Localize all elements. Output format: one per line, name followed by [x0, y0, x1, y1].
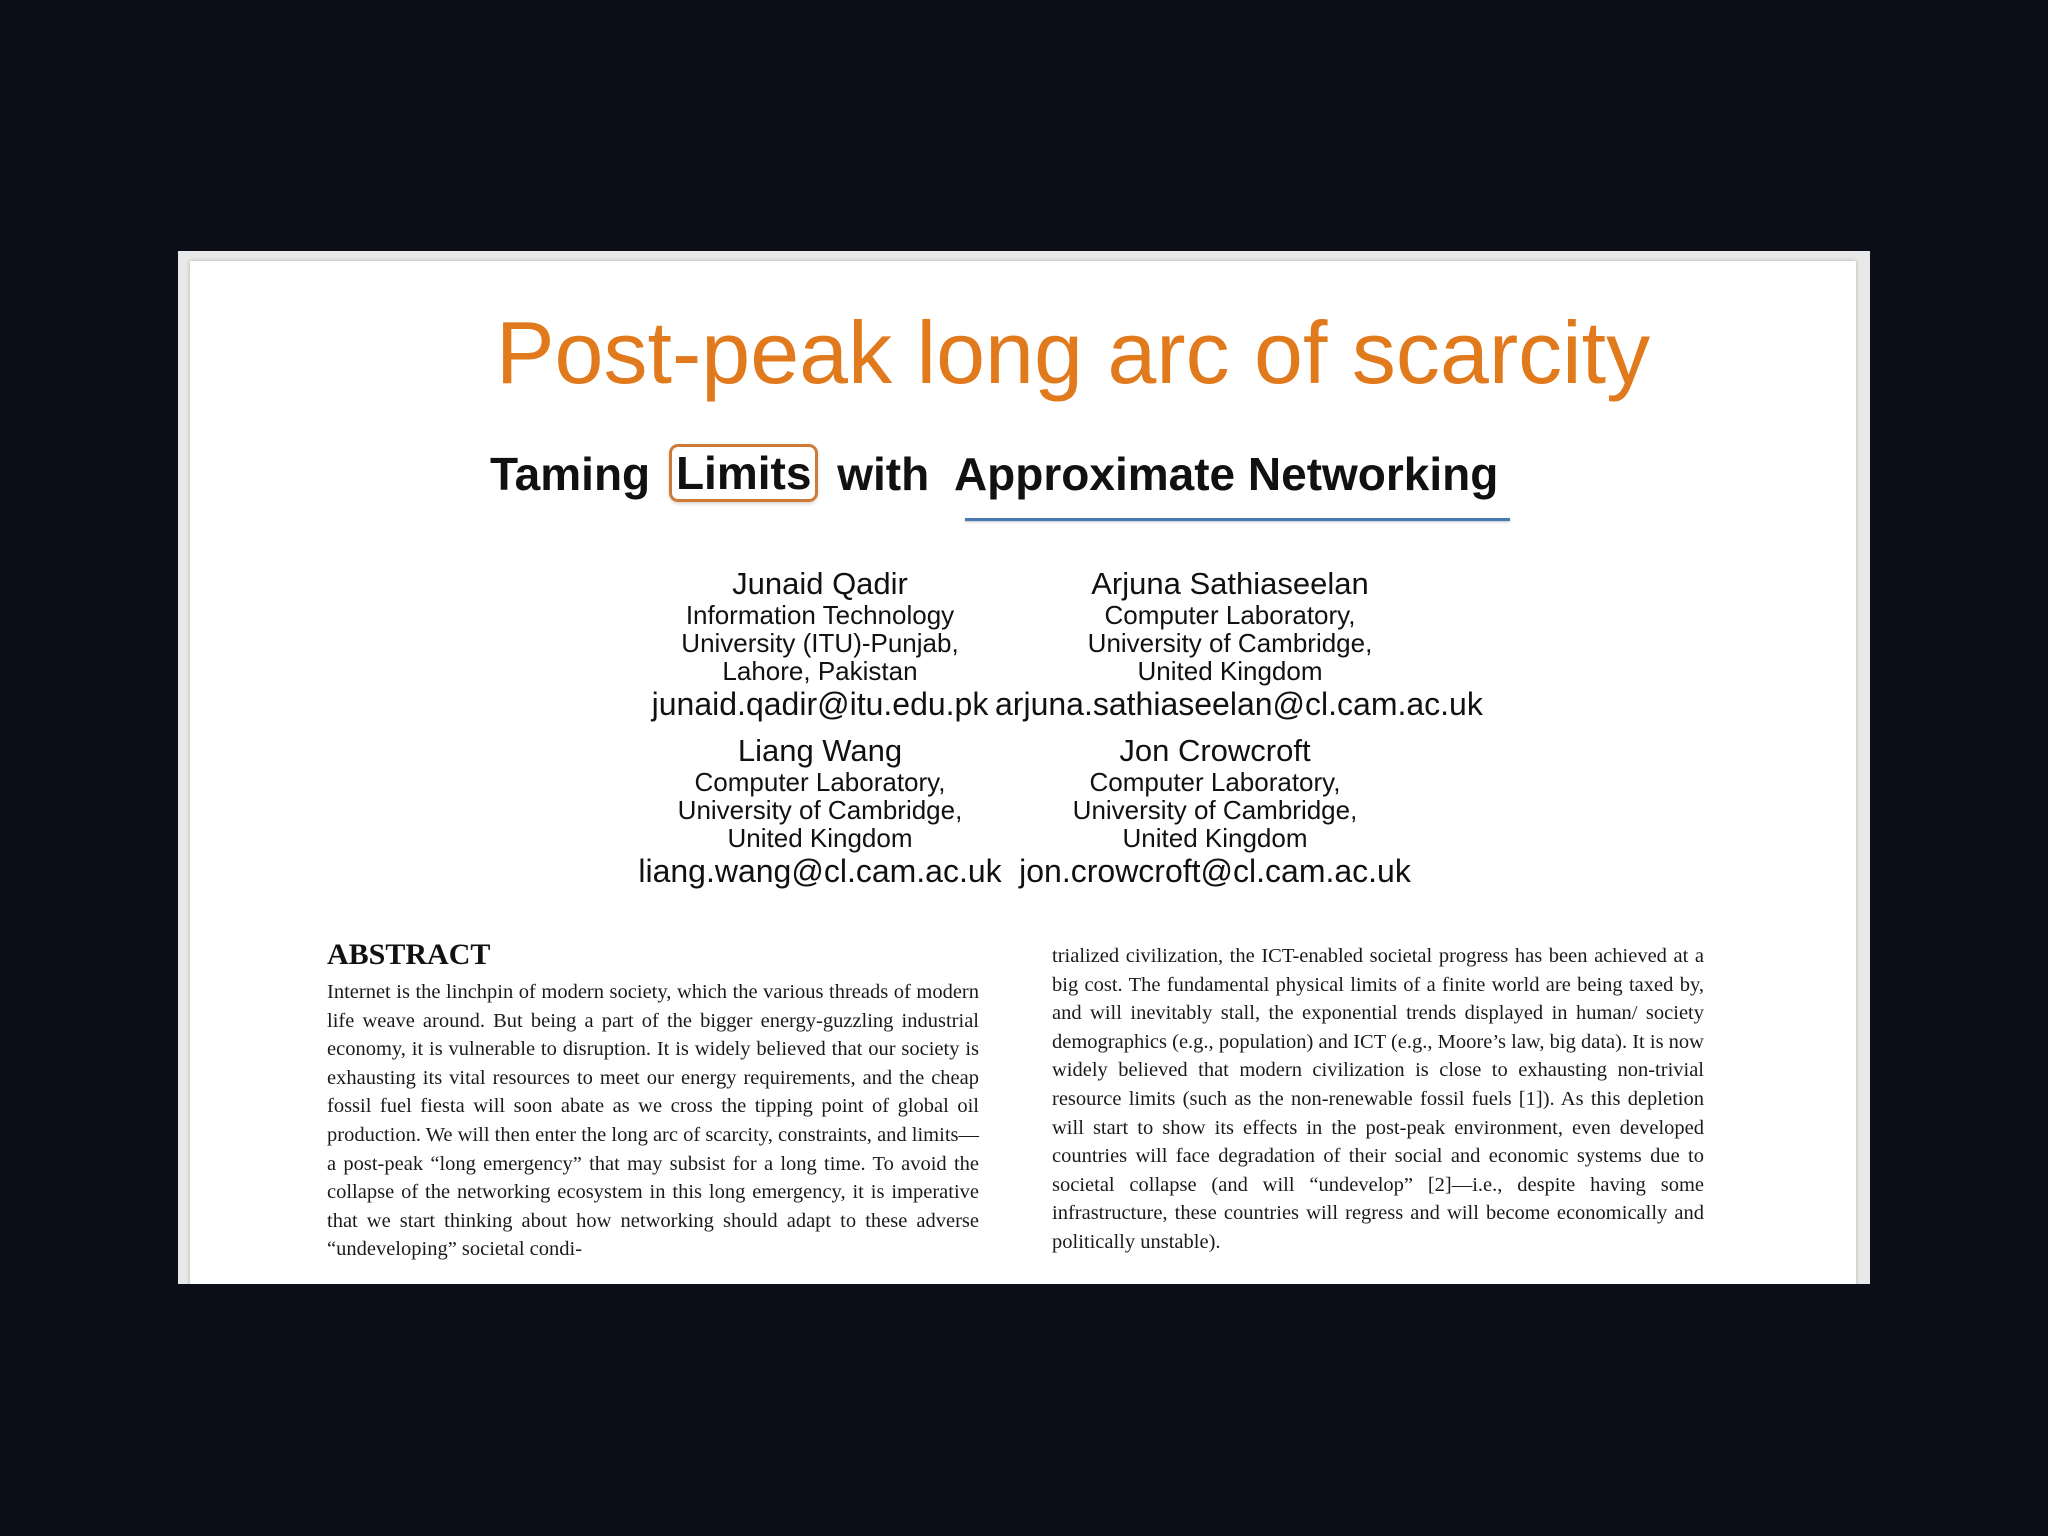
author-block — [600, 734, 1040, 890]
author-affiliation: University (ITU)-Punjab, — [681, 628, 959, 658]
author-affiliation: University of Cambridge, — [1087, 628, 1373, 658]
author-block — [995, 566, 1483, 723]
paper-title-highlight-box: Limits — [669, 444, 818, 502]
author-block — [995, 734, 1435, 890]
paper-title — [490, 444, 1498, 504]
author-affiliation: United Kingdom — [1122, 823, 1308, 853]
author-affiliation: United Kingdom — [1137, 656, 1323, 686]
author-affiliation: Computer Laboratory, — [1089, 767, 1341, 797]
author-email: liang.wang@cl.cam.ac.uk — [638, 853, 1002, 889]
author-affiliation: University of Cambridge, — [1072, 795, 1358, 825]
author-email: arjuna.sathiaseelan@cl.cam.ac.uk — [995, 686, 1483, 722]
author-name: Junaid Qadir — [732, 566, 908, 601]
paper-title-underlined-phrase: Approximate Networking — [953, 448, 1499, 500]
author-affiliation: Information Technology — [685, 600, 955, 630]
paper-page — [190, 261, 1856, 1284]
paper-title-word: Taming — [490, 448, 651, 500]
author-affiliation: United Kingdom — [727, 823, 913, 853]
slide-title: Post-peak long arc of scarcity — [495, 303, 1651, 402]
abstract-heading: ABSTRACT — [327, 938, 491, 971]
author-email: jon.crowcroft@cl.cam.ac.uk — [1019, 853, 1411, 889]
author-affiliation: Computer Laboratory, — [694, 767, 946, 797]
author-affiliation: Lahore, Pakistan — [722, 656, 918, 686]
paper-title-word: with — [837, 448, 930, 500]
author-email: junaid.qadir@itu.edu.pk — [651, 686, 989, 722]
author-affiliation: Computer Laboratory, — [1104, 600, 1356, 630]
slide — [178, 251, 1870, 1284]
abstract-right-column: trialized civilization, the ICT-enabled societal progress has been achieved at a big cost. The fundamental physical limits of a finite world are being taxed by, and will inevitably stall, the exponential trends displayed in human/ society demographics (e.g., population) and ICT (e.g., Moore’s law, big data). It is now widely believed that modern civilization is close to exhausting non-trivial resource limits (such as the non-renewable fossil fuels [1]). As this depletion will start to show its effects in the post-peak environment, even developed countries will face degradation of their social and economic systems due to societal collapse (and will “undevelop” [2]—i.e., despite having some infrastructure, these countries will regress and will become economically and politically unstable). — [1052, 945, 1704, 1253]
author-block — [600, 567, 1040, 723]
author-name: Arjuna Sathiaseelan — [1091, 566, 1369, 601]
author-affiliation: University of Cambridge, — [677, 795, 963, 825]
author-name: Liang Wang — [737, 733, 903, 768]
title-underline — [965, 518, 1510, 521]
author-name: Jon Crowcroft — [1119, 733, 1311, 768]
abstract-left-column: Internet is the linchpin of modern society, which the various threads of modern life weave around. But being a part of the bigger energy-guzzling industrial economy, it is vulnerable to disruption. It is widely believed that our society is exhausting its vital resources to meet our energy requirements, and the cheap fossil fuel fiesta will soon abate as we cross the tipping point of global oil production. We will then enter the long arc of scarcity, constraints, and limits—a post-peak “long emergency” that may subsist for a long time. To avoid the collapse of the networking ecosystem in this long emergency, it is imperative that we start thinking about how networking should adapt to these adverse “undeveloping” societal condi- — [327, 981, 979, 1261]
